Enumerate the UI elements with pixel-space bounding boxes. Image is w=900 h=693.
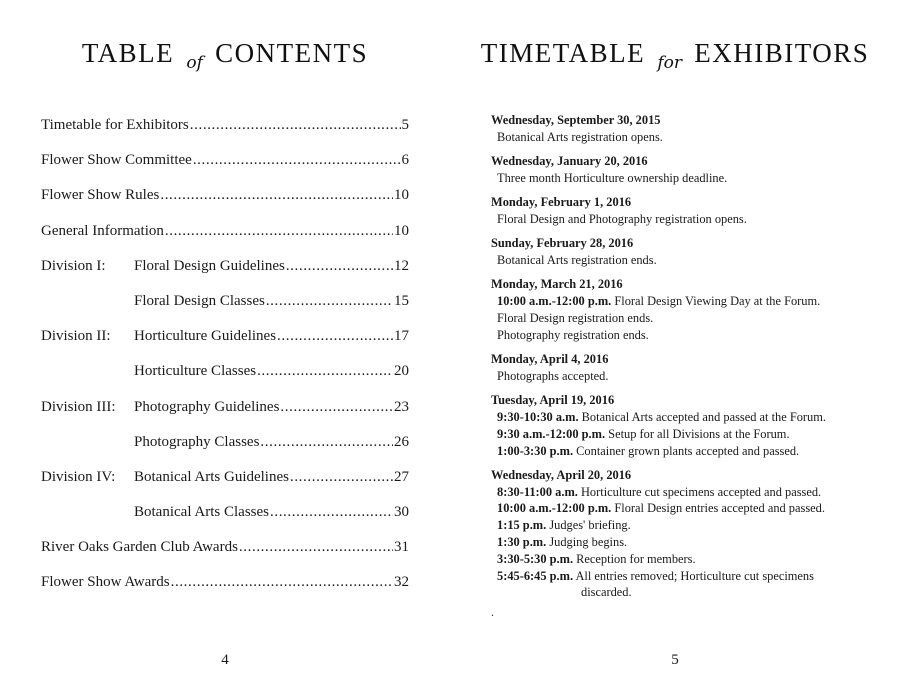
toc-page-number: 32 (394, 574, 409, 591)
timetable-date: Monday, February 1, 2016 (491, 195, 632, 210)
toc-division-label: Division I: (41, 257, 106, 274)
timetable-text: Floral Design registration ends. (497, 310, 654, 325)
timetable-time: 10:00 a.m.-12:00 p.m. (497, 501, 612, 516)
toc-entry (41, 293, 409, 328)
toc-page-number: 6 (401, 152, 409, 169)
toc-entry (41, 152, 409, 187)
toc-dot-leader (160, 187, 393, 204)
toc-dot-leader (190, 117, 401, 134)
timetable-text: Botanical Arts registration opens. (497, 129, 663, 144)
toc-dot-leader (257, 363, 393, 380)
toc-page-number: 31 (394, 539, 409, 556)
toc-dot-leader (286, 258, 393, 275)
timetable-text: discarded. (581, 585, 632, 600)
timetable-line (491, 252, 871, 269)
toc-entry-title: Photography Guidelines (134, 398, 280, 415)
timetable-time: 1:30 p.m. (497, 535, 547, 550)
toc-entry-title: River Oaks Garden Club Awards (41, 539, 238, 556)
timetable-line (491, 568, 871, 585)
toc-entry-title: Flower Show Awards (41, 574, 170, 591)
timetable-text: Photography registration ends. (497, 327, 649, 342)
timetable-text: Container grown plants accepted and passed. (576, 443, 800, 458)
timetable-line (491, 551, 871, 568)
trailing-mark: . (491, 605, 494, 619)
timetable-text: Floral Design Viewing Day at the Forum. (614, 294, 821, 309)
timetable-entry (491, 392, 871, 459)
toc-heading (0, 38, 450, 73)
timetable-line (491, 170, 871, 187)
timetable-text: Judges' briefing. (549, 518, 631, 533)
timetable-date: Monday, April 4, 2016 (491, 352, 609, 367)
timetable-line (491, 368, 871, 385)
toc-page-number: 23 (394, 398, 409, 415)
toc-dot-leader (193, 152, 401, 169)
toc-dot-leader (280, 399, 393, 416)
page-number-left: 4 (221, 652, 229, 668)
toc-entry (41, 117, 409, 152)
timetable-date: Wednesday, April 20, 2016 (491, 467, 632, 482)
toc-dot-leader (266, 293, 393, 310)
toc-dot-leader (171, 574, 393, 591)
timetable-text: Horticulture cut specimens accepted and passed. (580, 484, 822, 499)
toc-division-label: Division IV: (41, 468, 116, 485)
timetable-time: 1:15 p.m. (497, 518, 547, 533)
timetable-line (491, 484, 871, 501)
toc-page-number: 10 (394, 187, 409, 204)
toc-entry (41, 399, 409, 434)
toc-heading-part1: TABLE (81, 38, 175, 68)
toc-entry-title: Botanical Arts Classes (134, 504, 269, 521)
page-number-right: 5 (671, 652, 679, 668)
right-page (450, 0, 900, 693)
toc-entry (41, 187, 409, 222)
timetable-heading-part1: TIMETABLE (480, 38, 646, 68)
toc-page-number: 27 (394, 468, 409, 485)
toc-entry (41, 539, 409, 574)
timetable-text: Judging begins. (549, 535, 628, 550)
toc-page-number: 20 (394, 363, 409, 380)
timetable-line (491, 327, 871, 344)
toc-page-number: 30 (394, 504, 409, 521)
toc-entry-title: Botanical Arts Guidelines (134, 468, 289, 485)
timetable-date: Tuesday, April 19, 2016 (491, 393, 615, 408)
toc-division-label: Division II: (41, 328, 111, 345)
timetable-entry (491, 351, 871, 385)
toc-dot-leader (277, 328, 393, 345)
timetable-time: 8:30-11:00 a.m. (497, 484, 578, 499)
toc-entry (41, 223, 409, 258)
toc-entry-title: Horticulture Classes (134, 363, 257, 380)
timetable-time: 9:30 a.m.-12:00 p.m. (497, 426, 606, 441)
toc-entry-title: Flower Show Committee (41, 152, 192, 169)
toc-page-number: 15 (394, 292, 409, 309)
toc-entry (41, 574, 409, 609)
timetable-date: Wednesday, September 30, 2015 (491, 113, 661, 127)
timetable-text: Botanical Arts accepted and passed at the Forum. (581, 409, 826, 424)
timetable-entry (491, 112, 871, 146)
timetable-time: 3:30-5:30 p.m. (497, 551, 574, 566)
timetable-text: Floral Design and Photography registration opens. (497, 211, 747, 226)
timetable (491, 112, 871, 609)
toc-entry-title: General Information (41, 222, 164, 239)
toc-page-number: 26 (394, 433, 409, 450)
timetable-entry (491, 467, 871, 601)
toc-entry (41, 469, 409, 504)
toc-entry-title: Timetable for Exhibitors (41, 117, 189, 133)
timetable-time: 9:30-10:30 a.m. (497, 409, 579, 424)
timetable-line (491, 534, 871, 551)
toc-entry (41, 258, 409, 293)
toc-entry-title: Flower Show Rules (41, 187, 160, 204)
toc-entry (41, 328, 409, 363)
toc-entry (41, 504, 409, 539)
timetable-line (491, 310, 871, 327)
toc-entry-title: Horticulture Guidelines (134, 328, 277, 345)
toc-dot-leader (165, 223, 393, 240)
toc-dot-leader (260, 434, 393, 451)
toc-page-number: 10 (394, 222, 409, 239)
toc-entry (41, 363, 409, 398)
toc-dot-leader (290, 469, 393, 486)
toc-page-number: 12 (394, 257, 409, 274)
timetable-time: 1:00-3:30 p.m. (497, 443, 574, 458)
timetable-text: Photographs accepted. (497, 368, 609, 383)
timetable-line (491, 409, 871, 426)
toc-entry-title: Photography Classes (134, 433, 260, 450)
timetable-text: Setup for all Divisions at the Forum. (608, 426, 790, 441)
timetable-line (491, 426, 871, 443)
toc-heading-part2: CONTENTS (215, 38, 369, 68)
timetable-line (491, 517, 871, 534)
timetable-text: Botanical Arts registration ends. (497, 253, 657, 268)
timetable-entry (491, 235, 871, 269)
toc-entry (41, 434, 409, 469)
toc-page-number: 17 (394, 328, 409, 345)
toc-entry-title: Floral Design Guidelines (134, 257, 285, 274)
timetable-time: 10:00 a.m.-12:00 p.m. (497, 294, 612, 309)
timetable-entry (491, 276, 871, 343)
timetable-entry (491, 153, 871, 187)
timetable-line (491, 443, 871, 460)
toc-division-label: Division III: (41, 398, 116, 415)
timetable-line (491, 129, 871, 146)
toc-dot-leader (239, 539, 393, 556)
timetable-text: Three month Horticulture ownership deadline. (497, 170, 728, 185)
toc-heading-connector: of (186, 53, 203, 73)
timetable-date: Monday, March 21, 2016 (491, 277, 623, 292)
timetable-line (491, 211, 871, 228)
timetable-heading (450, 38, 900, 73)
toc-entry-title: Floral Design Classes (134, 292, 265, 309)
timetable-heading-connector: for (657, 53, 682, 73)
timetable-text: All entries removed; Horticulture cut specimens (575, 568, 814, 583)
timetable-text: Floral Design entries accepted and passed. (614, 501, 825, 516)
table-of-contents (41, 117, 409, 610)
toc-page-number: 5 (401, 117, 409, 133)
timetable-heading-part2: EXHIBITORS (694, 38, 870, 68)
timetable-date: Wednesday, January 20, 2016 (491, 154, 648, 169)
timetable-entry (491, 194, 871, 228)
toc-dot-leader (270, 504, 393, 521)
timetable-line (491, 584, 871, 601)
timetable-date: Sunday, February 28, 2016 (491, 236, 634, 251)
timetable-text: Reception for members. (576, 551, 696, 566)
timetable-line (491, 293, 871, 310)
timetable-line (491, 500, 871, 517)
timetable-time: 5:45-6:45 p.m. (497, 568, 574, 583)
